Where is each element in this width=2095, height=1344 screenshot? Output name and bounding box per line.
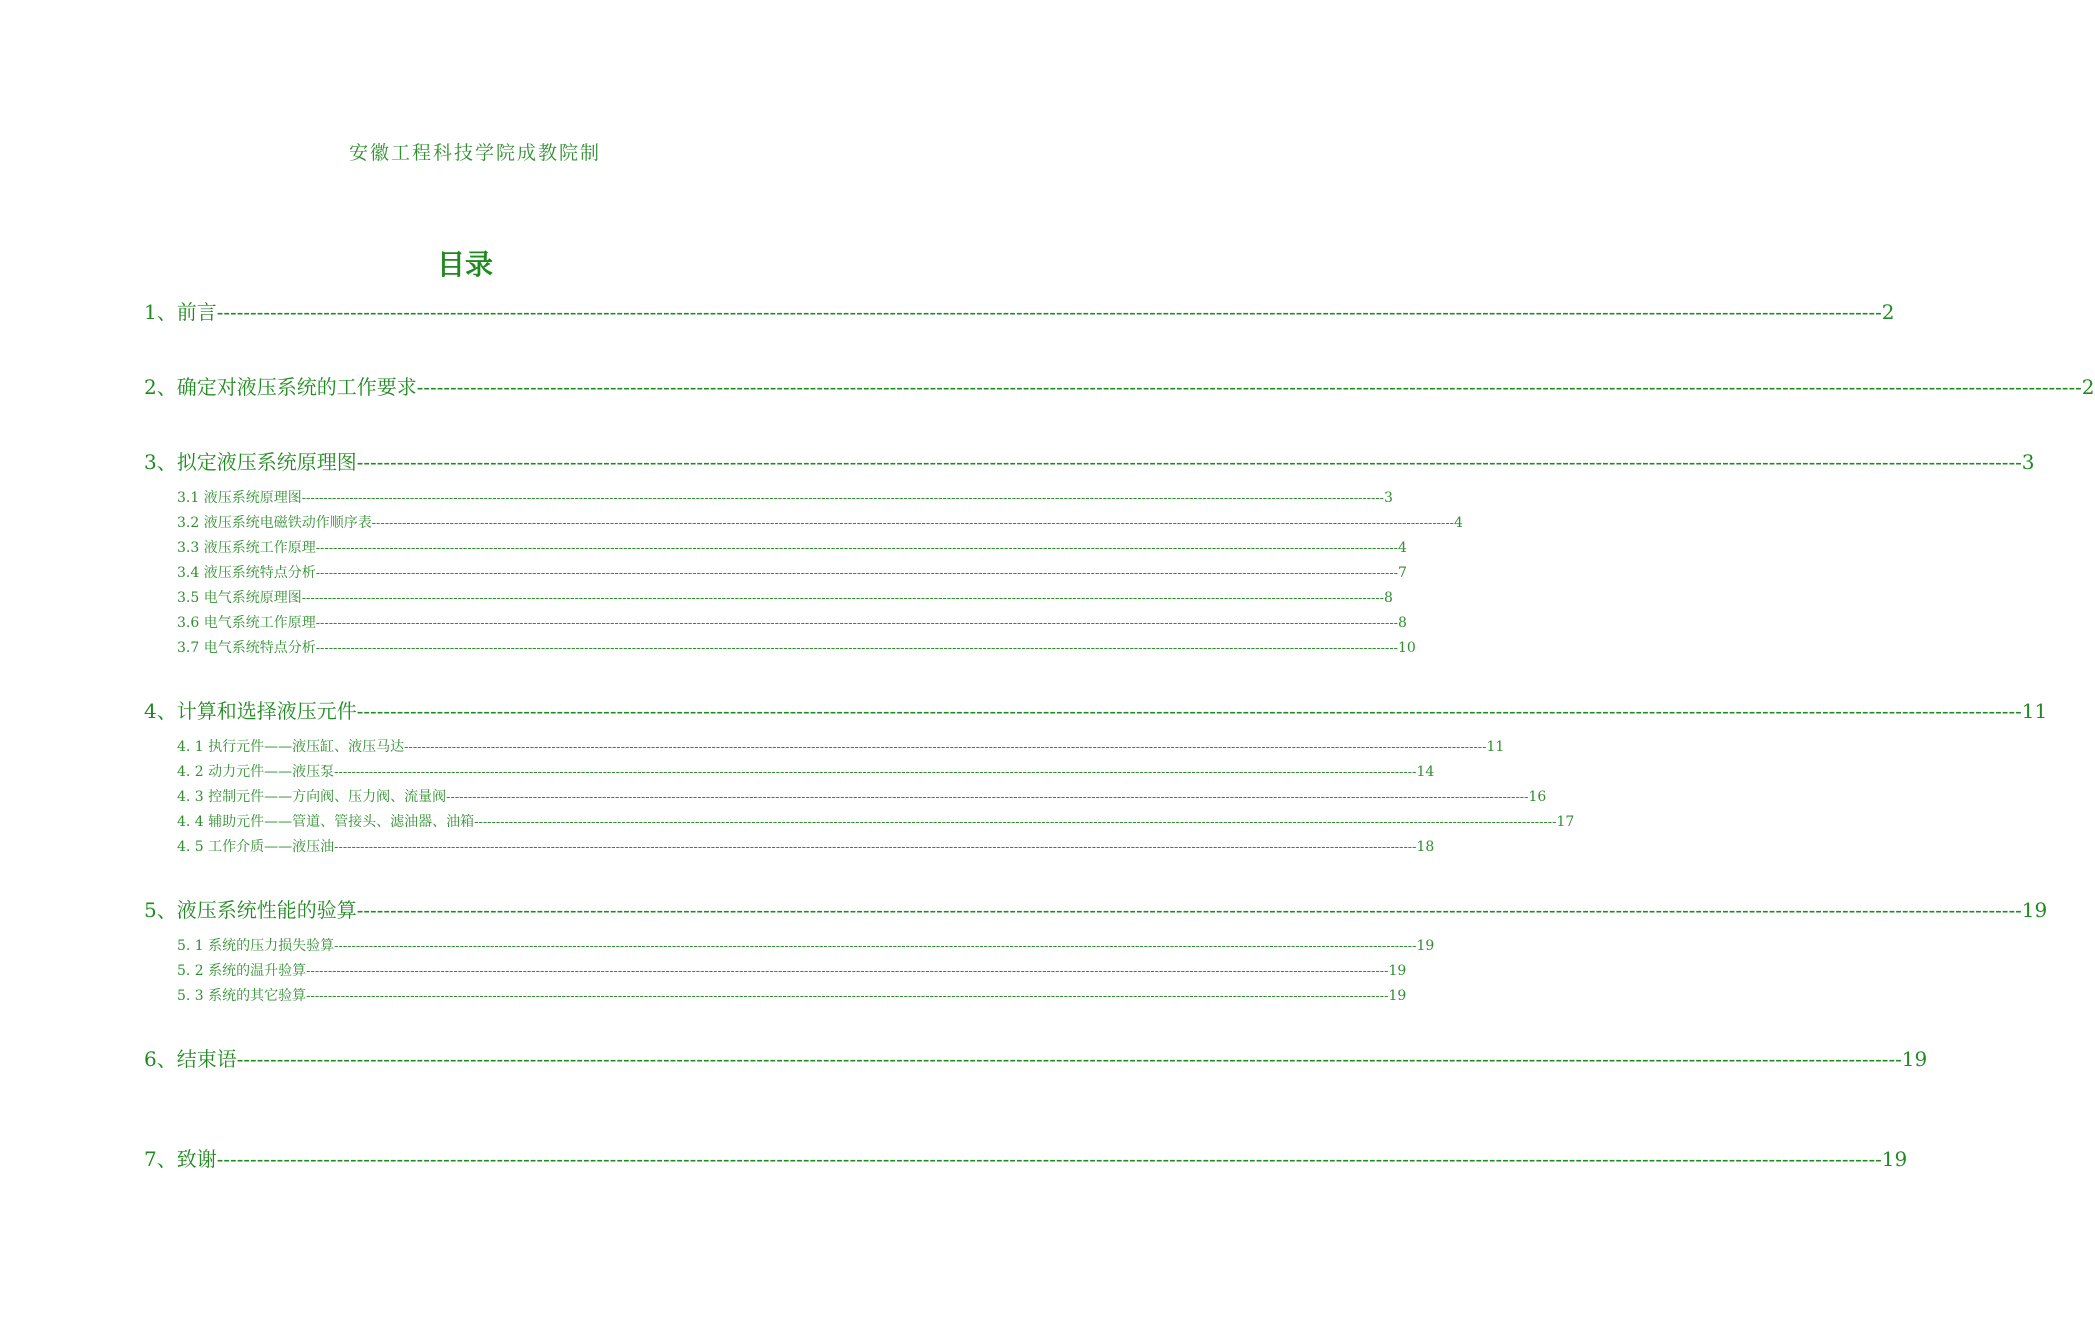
toc-entry-label: 3.7 电气系统特点分析 xyxy=(177,640,316,656)
toc-leader: ---------------------------------------------------------------------------------------------------------------------------------------------------------------------------------------------------------------------------------------------------------- xyxy=(236,1049,1902,1071)
toc-entry-label: 2、确定对液压系统的工作要求 xyxy=(144,375,417,399)
toc-entry-label: 1、前言 xyxy=(144,300,217,324)
toc-leader: ---------------------------------------------------------------------------------------------------------------------------------------------------------------------------------------------------------------------------------------------------------- xyxy=(306,963,1389,978)
toc-page-number: 7 xyxy=(1398,565,1407,581)
toc-subentry-3-1[interactable] xyxy=(177,488,1393,508)
toc-page-number: 11 xyxy=(2021,699,2048,723)
toc-leader: ---------------------------------------------------------------------------------------------------------------------------------------------------------------------------------------------------------------------------------------------------------- xyxy=(416,377,2082,399)
toc-entry-label: 5、液压系统性能的验算 xyxy=(144,898,357,922)
toc-entry-3[interactable] xyxy=(144,447,2035,477)
toc-subentry-5-1[interactable] xyxy=(177,936,1435,956)
toc-entry-1[interactable] xyxy=(144,297,1895,327)
toc-leader: ---------------------------------------------------------------------------------------------------------------------------------------------------------------------------------------------------------------------------------------------------------- xyxy=(356,452,2022,474)
toc-leader: ---------------------------------------------------------------------------------------------------------------------------------------------------------------------------------------------------------------------------------------------------------- xyxy=(404,739,1487,754)
toc-entry-label: 3.2 液压系统电磁铁动作顺序表 xyxy=(177,515,372,531)
toc-leader: ---------------------------------------------------------------------------------------------------------------------------------------------------------------------------------------------------------------------------------------------------------- xyxy=(334,764,1417,779)
toc-entry-label: 3、拟定液压系统原理图 xyxy=(144,450,357,474)
toc-entry-label: 7、致谢 xyxy=(144,1147,217,1171)
toc-page-number: 19 xyxy=(1881,1147,1908,1171)
toc-entry-label: 3.1 液压系统原理图 xyxy=(177,490,302,506)
toc-leader: ---------------------------------------------------------------------------------------------------------------------------------------------------------------------------------------------------------------------------------------------------------- xyxy=(474,814,1557,829)
toc-page-number: 2 xyxy=(1881,300,1895,324)
toc-leader: ---------------------------------------------------------------------------------------------------------------------------------------------------------------------------------------------------------------------------------------------------------- xyxy=(315,640,1398,655)
toc-entry-label: 3.3 液压系统工作原理 xyxy=(177,540,316,556)
toc-page-number: 18 xyxy=(1416,839,1435,855)
toc-entry-label: 3.5 电气系统原理图 xyxy=(177,590,302,606)
toc-subentry-3-7[interactable] xyxy=(177,638,1416,658)
toc-subentry-5-2[interactable] xyxy=(177,961,1407,981)
toc-subentry-4-2[interactable] xyxy=(177,762,1435,782)
toc-subentry-4-5[interactable] xyxy=(177,837,1435,857)
toc-leader: ---------------------------------------------------------------------------------------------------------------------------------------------------------------------------------------------------------------------------------------------------------- xyxy=(334,839,1417,854)
toc-subentry-3-3[interactable] xyxy=(177,538,1407,558)
toc-leader: ---------------------------------------------------------------------------------------------------------------------------------------------------------------------------------------------------------------------------------------------------------- xyxy=(446,789,1529,804)
toc-page-number: 16 xyxy=(1528,789,1547,805)
toc-leader: ---------------------------------------------------------------------------------------------------------------------------------------------------------------------------------------------------------------------------------------------------------- xyxy=(356,900,2022,922)
toc-leader: ---------------------------------------------------------------------------------------------------------------------------------------------------------------------------------------------------------------------------------------------------------- xyxy=(301,590,1384,605)
toc-leader: ---------------------------------------------------------------------------------------------------------------------------------------------------------------------------------------------------------------------------------------------------------- xyxy=(356,701,2022,723)
toc-page-number: 19 xyxy=(1901,1047,1928,1071)
toc-subentry-3-4[interactable] xyxy=(177,563,1407,583)
toc-entry-7[interactable] xyxy=(144,1144,1908,1174)
toc-page-number: 3 xyxy=(2021,450,2035,474)
toc-page-number: 3 xyxy=(1384,490,1393,506)
toc-entry-label: 4. 2 动力元件——液压泵 xyxy=(177,764,335,780)
toc-entry-label: 6、结束语 xyxy=(144,1047,237,1071)
toc-subentry-5-3[interactable] xyxy=(177,986,1407,1006)
toc-entry-label: 4. 3 控制元件——方向阀、压力阀、流量阀 xyxy=(177,789,447,805)
toc-title: 目录 xyxy=(436,248,493,281)
toc-subentry-4-1[interactable] xyxy=(177,737,1505,757)
toc-leader: ---------------------------------------------------------------------------------------------------------------------------------------------------------------------------------------------------------------------------------------------------------- xyxy=(315,565,1398,580)
institution-header: 安徽工程科技学院成教院制 xyxy=(348,142,601,164)
toc-page-number: 19 xyxy=(2021,898,2048,922)
toc-leader: ---------------------------------------------------------------------------------------------------------------------------------------------------------------------------------------------------------------------------------------------------------- xyxy=(216,302,1882,324)
toc-page-number: 10 xyxy=(1398,640,1416,656)
toc-subentry-3-6[interactable] xyxy=(177,613,1407,633)
toc-leader: ---------------------------------------------------------------------------------------------------------------------------------------------------------------------------------------------------------------------------------------------------------- xyxy=(216,1149,1882,1171)
toc-subentry-3-2[interactable] xyxy=(177,513,1463,533)
toc-leader: ---------------------------------------------------------------------------------------------------------------------------------------------------------------------------------------------------------------------------------------------------------- xyxy=(334,938,1417,953)
toc-entry-4[interactable] xyxy=(144,696,2048,726)
toc-page-number: 8 xyxy=(1384,590,1393,606)
toc-subentry-4-3[interactable] xyxy=(177,787,1547,807)
toc-leader: ---------------------------------------------------------------------------------------------------------------------------------------------------------------------------------------------------------------------------------------------------------- xyxy=(371,515,1454,530)
toc-entry-label: 4. 5 工作介质——液压油 xyxy=(177,839,335,855)
toc-page-number: 8 xyxy=(1398,615,1407,631)
toc-page-number: 19 xyxy=(1388,963,1407,979)
toc-leader: ---------------------------------------------------------------------------------------------------------------------------------------------------------------------------------------------------------------------------------------------------------- xyxy=(306,988,1389,1003)
toc-page-number: 2 xyxy=(2081,375,2095,399)
toc-entry-label: 4. 4 辅助元件——管道、管接头、滤油器、油箱 xyxy=(177,814,475,830)
toc-leader: ---------------------------------------------------------------------------------------------------------------------------------------------------------------------------------------------------------------------------------------------------------- xyxy=(315,615,1398,630)
toc-leader: ---------------------------------------------------------------------------------------------------------------------------------------------------------------------------------------------------------------------------------------------------------- xyxy=(315,540,1398,555)
toc-entry-label: 5. 3 系统的其它验算 xyxy=(177,988,307,1004)
toc-page-number: 17 xyxy=(1556,814,1575,830)
toc-page-number: 4 xyxy=(1398,540,1407,556)
toc-entry-label: 4、计算和选择液压元件 xyxy=(144,699,357,723)
toc-page-number: 14 xyxy=(1416,764,1435,780)
toc-page-number: 4 xyxy=(1454,515,1463,531)
toc-entry-5[interactable] xyxy=(144,895,2048,925)
toc-entry-label: 3.4 液压系统特点分析 xyxy=(177,565,316,581)
toc-entry-label: 5. 2 系统的温升验算 xyxy=(177,963,307,979)
toc-page-number: 19 xyxy=(1416,938,1435,954)
toc-page-number: 11 xyxy=(1486,739,1505,755)
toc-subentry-4-4[interactable] xyxy=(177,812,1575,832)
toc-entry-label: 5. 1 系统的压力损失验算 xyxy=(177,938,335,954)
toc-subentry-3-5[interactable] xyxy=(177,588,1393,608)
toc-entry-label: 4. 1 执行元件——液压缸、液压马达 xyxy=(177,739,405,755)
toc-entry-label: 3.6 电气系统工作原理 xyxy=(177,615,316,631)
toc-page-number: 19 xyxy=(1388,988,1407,1004)
toc-entry-2[interactable] xyxy=(144,372,2095,402)
toc-entry-6[interactable] xyxy=(144,1044,1928,1074)
toc-leader: ---------------------------------------------------------------------------------------------------------------------------------------------------------------------------------------------------------------------------------------------------------- xyxy=(301,490,1384,505)
